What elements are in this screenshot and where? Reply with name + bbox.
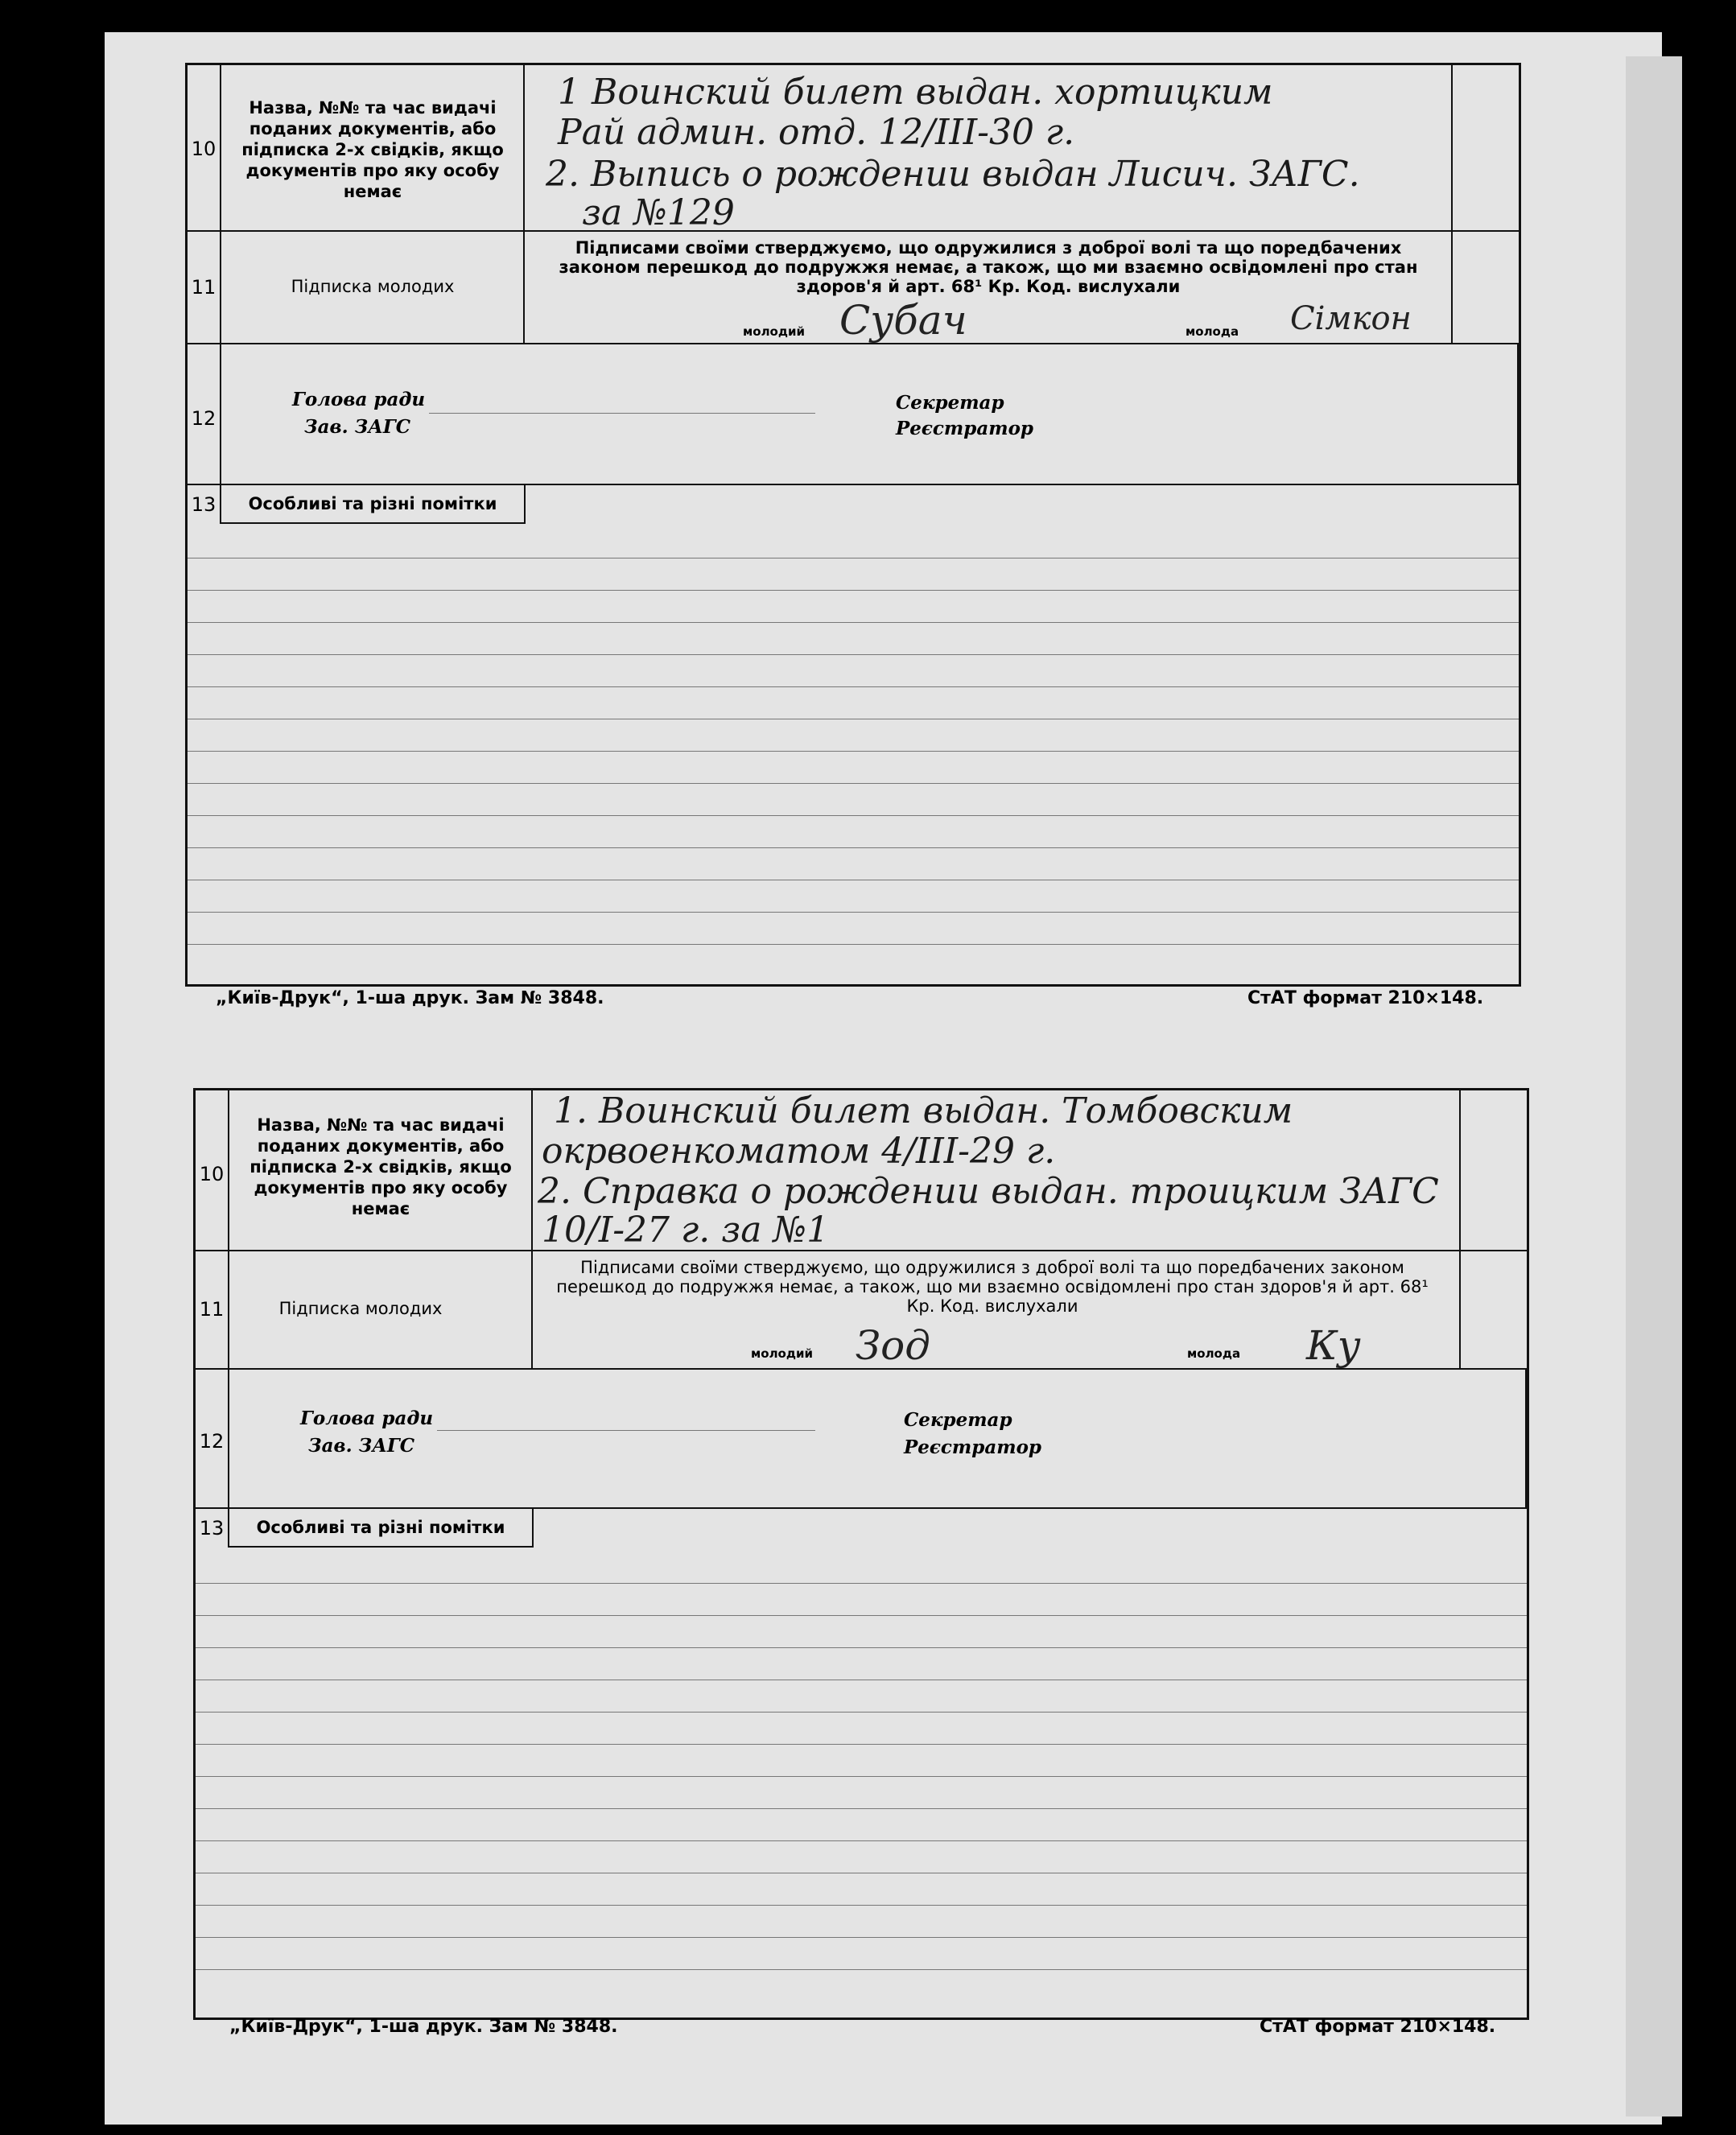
handwritten-line: 10/I-27 г. за №1: [542, 1210, 830, 1251]
ruled-line: [196, 1583, 1527, 1584]
printer-imprint: „Київ-Друк“, 1-ша друк. Зам № 3848.: [216, 988, 604, 1008]
ruled-line: [188, 686, 1519, 687]
label-column-divider: [523, 65, 525, 343]
format-imprint: СтАТ формат 210×148.: [1260, 2017, 1496, 2037]
ruled-line: [196, 1615, 1527, 1616]
row-number: 11: [191, 276, 216, 299]
row-number: 13: [191, 493, 216, 516]
registrar-label: Реєстратор: [904, 1436, 1042, 1458]
row-number: 11: [199, 1298, 225, 1321]
handwritten-line: 1. Воинский билет выдан. Томбовским: [554, 1090, 1293, 1131]
ruled-line: [188, 944, 1519, 945]
declaration-text: Підписами своїми стверджуємо, що одружилися з доброї волі та що поредбачених законом перешкод до подружжя немає, а також, що ми взаємно освідомлені про стан здоров'я й арт. 68¹ Кр. Код. вислухали: [556, 1258, 1429, 1316]
row-number: 10: [199, 1163, 225, 1185]
right-border: [1525, 1368, 1527, 1509]
format-imprint: СтАТ формат 210×148.: [1247, 988, 1484, 1008]
row-divider: [188, 230, 1519, 232]
right-column-divider: [1459, 1090, 1461, 1368]
secretary-label: Секретар: [904, 1409, 1012, 1431]
groom-label: молодий: [743, 324, 805, 339]
ruled-line: [188, 751, 1519, 752]
handwritten-line: окрвоенкоматом 4/III-29 г.: [542, 1131, 1056, 1172]
right-border: [1517, 343, 1519, 484]
number-column-divider: [220, 65, 221, 484]
groom-label: молодий: [751, 1346, 813, 1361]
ruled-line: [196, 1905, 1527, 1906]
ruled-line: [196, 1969, 1527, 1970]
page-edge: [1626, 56, 1682, 2116]
ruled-line: [196, 1744, 1527, 1745]
row-number: 10: [191, 138, 216, 160]
right-column-divider: [1451, 65, 1453, 343]
ruled-line: [196, 1776, 1527, 1777]
ruled-line: [188, 847, 1519, 848]
ruled-line: [196, 1937, 1527, 1938]
documents-label: Назва, №№ та час видачі поданих документів, або підписка 2-х свідків, якщо документів про яку особу немає: [241, 98, 504, 201]
number-column-divider: [228, 1090, 229, 1509]
label-column-divider: [531, 1090, 533, 1368]
bride-label: молода: [1187, 1346, 1241, 1361]
row-number: 12: [191, 407, 216, 430]
ruled-line: [196, 1840, 1527, 1841]
handwritten-line: Рай админ. отд. 12/III-30 г.: [558, 112, 1075, 153]
row-divider: [188, 343, 1519, 344]
secretary-label: Секретар: [896, 392, 1004, 414]
head-label: Голова ради: [300, 1408, 434, 1429]
row-number: 13: [199, 1517, 225, 1539]
documents-label: Назва, №№ та час видачі поданих документів, або підписка 2-х свідків, якщо документів про яку особу немає: [249, 1115, 512, 1218]
signatures-label: Підписка молодих: [291, 277, 455, 296]
declaration-text: Підписами своїми стверджуємо, що одружилися з доброї волі та що поредбачених законом перешкод до подружжя немає, а також, що ми взаємно освідомлені про стан здоров'я й арт. 68¹ Кр. Код. вислухали: [559, 238, 1418, 296]
ruled-line: [188, 912, 1519, 913]
bride-signature: Сімкон: [1290, 300, 1412, 337]
ruled-line: [196, 1647, 1527, 1648]
ruled-line: [196, 1712, 1527, 1713]
signature-line: [437, 1430, 815, 1431]
ruled-line: [188, 654, 1519, 655]
handwritten-line: 2. Справка о рождении выдан. троицким ЗАГС: [538, 1171, 1439, 1212]
notes-label: Особливі та різні помітки: [248, 494, 497, 513]
printer-imprint: „Київ-Друк“, 1-ша друк. Зам № 3848.: [229, 2017, 618, 2037]
zags-label: Зав. ЗАГС: [308, 1435, 415, 1457]
signature-line: [429, 413, 815, 414]
handwritten-line: 1 Воинский билет выдан. хортицким: [558, 72, 1273, 113]
row-divider: [196, 1368, 1527, 1370]
form-top: [185, 63, 1521, 987]
row-number: 12: [199, 1430, 225, 1453]
bride-signature: Ку: [1306, 1322, 1361, 1369]
groom-signature: Субач: [839, 297, 967, 344]
ruled-line: [188, 783, 1519, 784]
form-bottom: [193, 1088, 1529, 2020]
signatures-label: Підписка молодих: [278, 1299, 443, 1318]
notes-label: Особливі та різні помітки: [256, 1518, 505, 1537]
handwritten-line: 2. Выпись о рождении выдан Лисич. ЗАГС.: [546, 154, 1360, 195]
bride-label: молода: [1186, 324, 1239, 339]
head-label: Голова ради: [292, 389, 426, 410]
ruled-line: [188, 622, 1519, 623]
registrar-label: Реєстратор: [896, 418, 1034, 439]
row-divider: [196, 1250, 1527, 1251]
ruled-line: [188, 815, 1519, 816]
ruled-line: [196, 1808, 1527, 1809]
zags-label: Зав. ЗАГС: [304, 416, 411, 438]
groom-signature: Зод: [856, 1322, 930, 1369]
ruled-line: [188, 590, 1519, 591]
handwritten-line: за №129: [582, 192, 735, 233]
